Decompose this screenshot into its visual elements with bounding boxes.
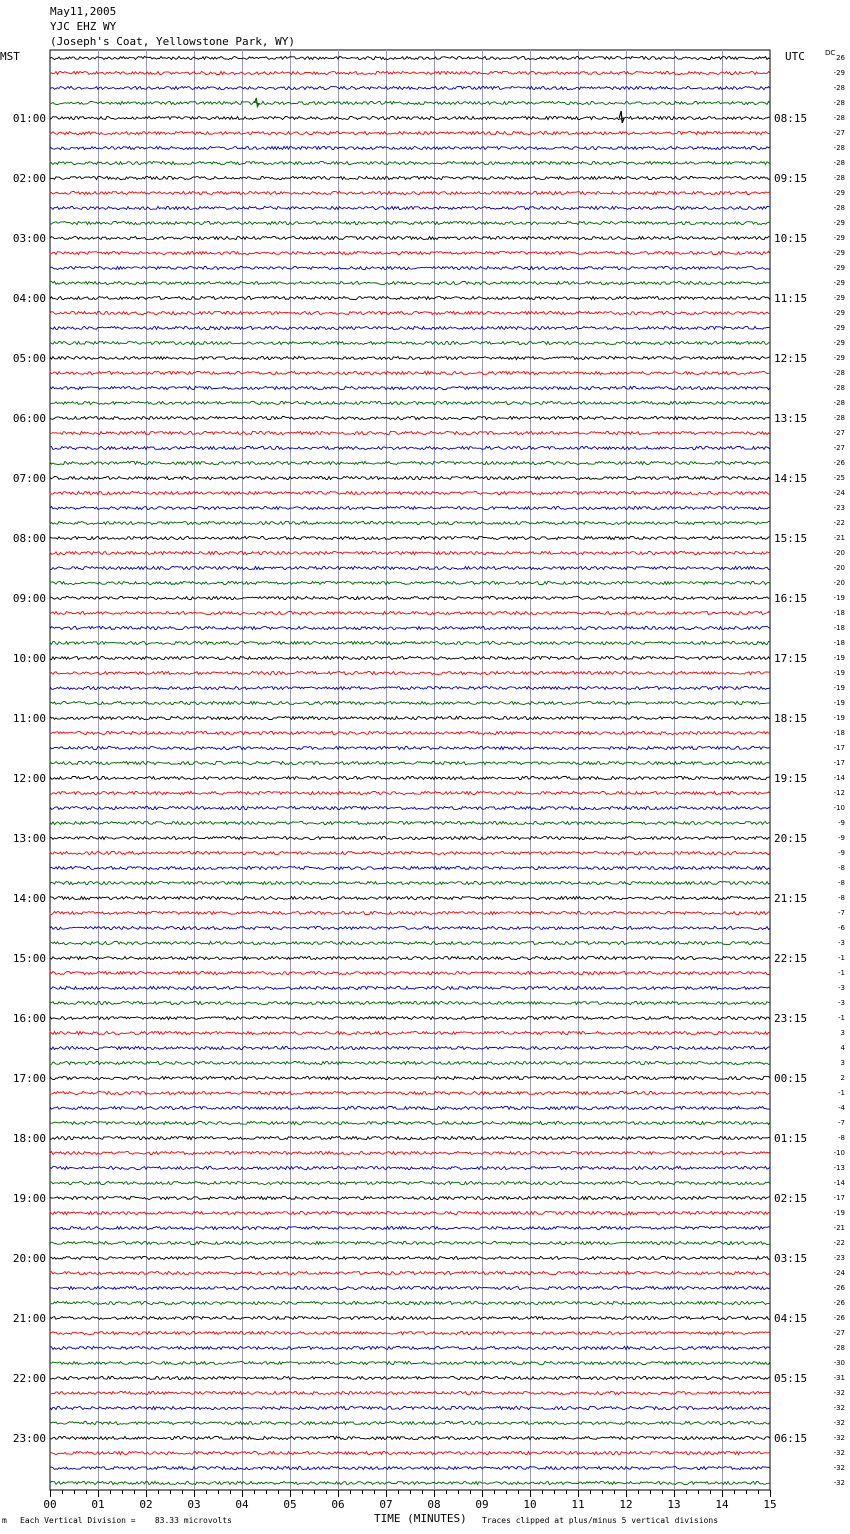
mst-hour-label: 22:00 <box>12 1372 46 1385</box>
x-tick-label: 08 <box>427 1498 441 1511</box>
seismic-trace <box>50 671 770 674</box>
utc-hour-label: 09:15 <box>774 172 808 185</box>
dc-offset-label: -29 <box>833 69 845 77</box>
seismic-trace <box>50 1466 770 1469</box>
dc-offset-label: 26 <box>836 54 845 62</box>
dc-offset-label: -18 <box>833 609 845 617</box>
dc-offset-label: -26 <box>833 1314 845 1322</box>
utc-hour-label: 22:15 <box>774 952 808 965</box>
seismic-trace <box>50 221 770 224</box>
dc-offset-label: 3 <box>840 1029 845 1037</box>
dc-offset-label: -8 <box>838 864 845 872</box>
mst-hour-label: 10:00 <box>12 652 46 665</box>
utc-hour-label: 17:15 <box>774 652 808 665</box>
seismic-trace <box>50 776 770 779</box>
dc-offset-label: -32 <box>833 1419 845 1427</box>
seismic-trace <box>50 521 770 524</box>
x-tick-label: 01 <box>91 1498 105 1511</box>
dc-offset-label: -25 <box>833 474 845 482</box>
seismic-trace <box>50 551 770 554</box>
seismic-trace <box>50 56 770 59</box>
dc-offset-label: -28 <box>833 369 845 377</box>
dc-offset-label: -20 <box>833 579 845 587</box>
mst-label: MST <box>0 50 20 63</box>
dc-offset-label: -30 <box>833 1359 845 1367</box>
dc-offset-label: -28 <box>833 84 845 92</box>
seismic-trace <box>50 356 770 359</box>
seismic-trace <box>50 1046 770 1049</box>
mst-hour-label: 14:00 <box>12 892 46 905</box>
dc-offset-label: -22 <box>833 519 845 527</box>
seismic-trace <box>50 611 770 614</box>
x-axis-title: TIME (MINUTES) <box>374 1512 467 1525</box>
seismic-trace <box>50 761 770 764</box>
seismic-trace <box>50 701 770 704</box>
utc-hour-label: 06:15 <box>774 1432 808 1445</box>
dc-offset-label: -28 <box>833 144 845 152</box>
utc-hour-label: 16:15 <box>774 592 808 605</box>
dc-offset-label: -19 <box>833 714 845 722</box>
utc-hour-label: 23:15 <box>774 1012 808 1025</box>
dc-offset-label: -8 <box>838 894 845 902</box>
dc-offset-label: -29 <box>833 339 845 347</box>
utc-hour-label: 01:15 <box>774 1132 808 1145</box>
seismic-trace <box>50 296 770 299</box>
dc-offset-label: -26 <box>833 1284 845 1292</box>
x-tick-label: 15 <box>763 1498 777 1511</box>
seismic-trace <box>50 1346 770 1349</box>
seismic-trace <box>50 131 770 134</box>
seismic-trace <box>50 86 770 89</box>
seismic-trace <box>50 446 770 449</box>
mst-hour-label: 20:00 <box>12 1252 46 1265</box>
dc-offset-label: -29 <box>833 279 845 287</box>
dc-offset-label: -21 <box>833 534 845 542</box>
dc-offset-label: -26 <box>833 459 845 467</box>
seismic-trace <box>50 851 770 854</box>
utc-hour-label: 14:15 <box>774 472 808 485</box>
seismic-trace <box>50 341 770 344</box>
seismic-trace <box>50 641 770 644</box>
seismic-trace <box>50 176 770 179</box>
dc-offset-label: -28 <box>833 114 845 122</box>
utc-hour-label: 10:15 <box>774 232 808 245</box>
dc-offset-label: 4 <box>840 1044 845 1052</box>
seismic-trace <box>50 926 770 929</box>
dc-offset-label: -9 <box>838 834 845 842</box>
seismic-trace <box>50 1331 770 1334</box>
dc-offset-label: -24 <box>833 489 845 497</box>
dc-offset-label: -27 <box>833 129 845 137</box>
x-tick-label: 02 <box>139 1498 153 1511</box>
seismic-trace <box>50 1316 770 1319</box>
dc-offset-label: -19 <box>833 594 845 602</box>
x-tick-label: 00 <box>43 1498 57 1511</box>
date-label: May11,2005 <box>50 5 117 18</box>
dc-offset-label: -29 <box>833 219 845 227</box>
dc-offset-label: -1 <box>838 1089 845 1097</box>
dc-offset-label: -1 <box>838 954 845 962</box>
dc-offset-label: -10 <box>833 1149 845 1157</box>
seismic-trace <box>50 1196 770 1199</box>
dc-offset-label: -28 <box>833 399 845 407</box>
mst-hour-label: 05:00 <box>12 352 46 365</box>
dc-offset-label: -32 <box>833 1464 845 1472</box>
seismic-trace <box>50 986 770 989</box>
seismic-trace <box>50 266 770 269</box>
dc-offset-label: -32 <box>833 1389 845 1397</box>
seismic-trace <box>50 896 770 899</box>
dc-offset-label: -26 <box>833 1299 845 1307</box>
dc-offset-label: -29 <box>833 234 845 242</box>
dc-offset-label: -14 <box>833 774 845 782</box>
mst-hour-label: 23:00 <box>12 1432 46 1445</box>
seismic-trace <box>50 581 770 584</box>
seismic-trace <box>50 1391 770 1394</box>
dc-offset-label: -12 <box>833 789 845 797</box>
seismic-trace <box>50 746 770 749</box>
seismic-trace <box>50 1106 770 1109</box>
dc-offset-label: -32 <box>833 1449 845 1457</box>
dc-offset-label: -1 <box>838 1014 845 1022</box>
seismic-trace <box>50 386 770 389</box>
utc-hour-label: 04:15 <box>774 1312 808 1325</box>
seismic-trace <box>50 1031 770 1034</box>
dc-offset-label: -9 <box>838 849 845 857</box>
seismic-trace <box>50 1226 770 1229</box>
dc-offset-label: -19 <box>833 654 845 662</box>
dc-offset-label: -28 <box>833 384 845 392</box>
seismic-trace <box>50 1301 770 1304</box>
seismic-trace <box>50 146 770 149</box>
location-label: (Joseph's Coat, Yellowstone Park, WY) <box>50 35 296 48</box>
seismic-trace <box>50 491 770 494</box>
x-tick-label: 07 <box>379 1498 393 1511</box>
dc-offset-label: -9 <box>838 819 845 827</box>
seismic-trace <box>50 536 770 539</box>
dc-offset-label: -28 <box>833 159 845 167</box>
seismic-trace <box>50 566 770 569</box>
seismic-trace <box>50 101 770 104</box>
seismic-trace <box>50 281 770 284</box>
dc-offset-label: -20 <box>833 549 845 557</box>
dc-offset-label: -22 <box>833 1239 845 1247</box>
dc-offset-label: -19 <box>833 684 845 692</box>
dc-offset-label: -28 <box>833 1344 845 1352</box>
mst-hour-label: 09:00 <box>12 592 46 605</box>
dc-offset-label: -29 <box>833 324 845 332</box>
dc-offset-label: -7 <box>838 1119 845 1127</box>
utc-hour-label: 21:15 <box>774 892 808 905</box>
utc-hour-label: 19:15 <box>774 772 808 785</box>
seismic-trace <box>50 1376 770 1379</box>
mst-hour-label: 18:00 <box>12 1132 46 1145</box>
dc-offset-label: -29 <box>833 264 845 272</box>
dc-offset-label: -32 <box>833 1479 845 1487</box>
dc-offset-label: -23 <box>833 504 845 512</box>
dc-offset-label: -19 <box>833 1209 845 1217</box>
dc-offset-label: -18 <box>833 729 845 737</box>
x-tick-label: 10 <box>523 1498 537 1511</box>
mst-hour-label: 13:00 <box>12 832 46 845</box>
seismic-trace <box>50 251 770 254</box>
x-tick-label: 12 <box>619 1498 633 1511</box>
utc-hour-label: 00:15 <box>774 1072 808 1085</box>
utc-hour-label: 05:15 <box>774 1372 808 1385</box>
dc-offset-label: -31 <box>833 1374 845 1382</box>
clip-note: Traces clipped at plus/minus 5 vertical divisions <box>482 1516 719 1525</box>
dc-offset-label: -28 <box>833 174 845 182</box>
dc-offset-label: -24 <box>833 1269 845 1277</box>
dc-offset-label: -10 <box>833 804 845 812</box>
seismic-trace <box>50 476 770 479</box>
x-tick-label: 06 <box>331 1498 345 1511</box>
dc-offset-label: -14 <box>833 1179 845 1187</box>
seismic-trace <box>50 431 770 434</box>
x-tick-label: 14 <box>715 1498 729 1511</box>
mst-hour-label: 02:00 <box>12 172 46 185</box>
utc-hour-label: 02:15 <box>774 1192 808 1205</box>
seismic-trace <box>50 596 770 599</box>
seismic-trace <box>50 401 770 404</box>
corner-mark: m <box>2 1516 7 1525</box>
mst-hour-label: 15:00 <box>12 952 46 965</box>
utc-hour-label: 11:15 <box>774 292 808 305</box>
dc-offset-label: -29 <box>833 189 845 197</box>
seismic-trace <box>50 1091 770 1094</box>
dc-offset-label: -28 <box>833 204 845 212</box>
utc-hour-label: 20:15 <box>774 832 808 845</box>
dc-offset-label: -18 <box>833 624 845 632</box>
mst-hour-label: 03:00 <box>12 232 46 245</box>
dc-offset-label: -23 <box>833 1254 845 1262</box>
x-tick-label: 09 <box>475 1498 489 1511</box>
seismic-trace <box>50 656 770 659</box>
dc-offset-label: -32 <box>833 1434 845 1442</box>
mst-hour-label: 06:00 <box>12 412 46 425</box>
utc-hour-label: 03:15 <box>774 1252 808 1265</box>
seismic-trace <box>50 116 770 119</box>
seismic-trace <box>50 1406 770 1409</box>
seismic-trace <box>50 1211 770 1214</box>
x-tick-label: 05 <box>283 1498 297 1511</box>
dc-offset-label: -3 <box>838 984 845 992</box>
dc-offset-label: -27 <box>833 1329 845 1337</box>
seismic-trace <box>50 821 770 824</box>
seismic-trace <box>50 1436 770 1439</box>
seismic-trace <box>50 716 770 719</box>
mst-hour-label: 07:00 <box>12 472 46 485</box>
seismic-trace <box>50 1271 770 1274</box>
utc-hour-label: 18:15 <box>774 712 808 725</box>
seismic-trace <box>50 191 770 194</box>
dc-offset-label: -8 <box>838 879 845 887</box>
seismic-trace <box>50 1061 770 1064</box>
x-tick-label: 13 <box>667 1498 681 1511</box>
mst-hour-label: 01:00 <box>12 112 46 125</box>
dc-offset-label: -19 <box>833 669 845 677</box>
dc-offset-label: -29 <box>833 309 845 317</box>
dc-offset-label: -32 <box>833 1404 845 1412</box>
seismic-trace <box>50 416 770 419</box>
seismic-event <box>619 111 624 123</box>
dc-offset-label: -21 <box>833 1224 845 1232</box>
seismic-trace <box>50 626 770 629</box>
x-tick-label: 11 <box>571 1498 585 1511</box>
dc-offset-label: -4 <box>838 1104 845 1112</box>
seismic-trace <box>50 1286 770 1289</box>
dc-offset-label: -28 <box>833 414 845 422</box>
seismic-trace <box>50 971 770 974</box>
dc-offset-label: -29 <box>833 354 845 362</box>
seismic-trace <box>50 791 770 794</box>
seismic-trace <box>50 1421 770 1424</box>
mst-hour-label: 16:00 <box>12 1012 46 1025</box>
mst-hour-label: 12:00 <box>12 772 46 785</box>
dc-offset-label: -20 <box>833 564 845 572</box>
seismic-trace <box>50 686 770 689</box>
seismic-trace <box>50 1076 770 1079</box>
seismic-event <box>254 98 259 107</box>
seismic-trace <box>50 1121 770 1124</box>
mst-hour-label: 19:00 <box>12 1192 46 1205</box>
dc-offset-label: -27 <box>833 429 845 437</box>
seismic-trace <box>50 161 770 164</box>
mst-hour-label: 17:00 <box>12 1072 46 1085</box>
mst-hour-label: 08:00 <box>12 532 46 545</box>
seismic-trace <box>50 911 770 914</box>
dc-offset-label: -6 <box>838 924 845 932</box>
seismic-trace <box>50 1151 770 1154</box>
scale-note: Each Vertical Division = 83.33 microvolts <box>20 1516 232 1525</box>
seismic-trace <box>50 1166 770 1169</box>
dc-offset-label: -7 <box>838 909 845 917</box>
seismic-trace <box>50 461 770 464</box>
dc-offset-label: -17 <box>833 759 845 767</box>
dc-offset-label: -19 <box>833 699 845 707</box>
seismic-trace <box>50 1361 770 1364</box>
seismic-trace <box>50 1016 770 1019</box>
dc-label: DC <box>825 49 836 57</box>
dc-offset-label: -18 <box>833 639 845 647</box>
utc-label: UTC <box>785 50 805 63</box>
seismic-trace <box>50 1241 770 1244</box>
seismic-trace <box>50 731 770 734</box>
dc-offset-label: -17 <box>833 744 845 752</box>
station-label: YJC EHZ WY <box>50 20 117 33</box>
dc-offset-label: -1 <box>838 969 845 977</box>
dc-offset-label: 2 <box>840 1074 845 1082</box>
dc-offset-label: -29 <box>833 294 845 302</box>
seismic-trace <box>50 311 770 314</box>
dc-offset-label: -13 <box>833 1164 845 1172</box>
seismic-trace <box>50 1481 770 1484</box>
mst-hour-label: 21:00 <box>12 1312 46 1325</box>
seismic-trace <box>50 1001 770 1004</box>
seismic-trace <box>50 236 770 239</box>
utc-hour-label: 08:15 <box>774 112 808 125</box>
seismic-trace <box>50 1181 770 1184</box>
dc-offset-label: 3 <box>840 1059 845 1067</box>
seismic-trace <box>50 1451 770 1454</box>
mst-hour-label: 04:00 <box>12 292 46 305</box>
dc-offset-label: -3 <box>838 939 845 947</box>
x-tick-label: 03 <box>187 1498 201 1511</box>
dc-offset-label: -28 <box>833 99 845 107</box>
utc-hour-label: 12:15 <box>774 352 808 365</box>
seismic-trace <box>50 206 770 209</box>
seismic-trace <box>50 506 770 509</box>
dc-offset-label: -8 <box>838 1134 845 1142</box>
seismic-trace <box>50 956 770 959</box>
utc-hour-label: 13:15 <box>774 412 808 425</box>
seismic-trace <box>50 71 770 74</box>
seismic-trace <box>50 866 770 869</box>
seismic-trace <box>50 1136 770 1139</box>
seismic-trace <box>50 941 770 944</box>
x-tick-label: 04 <box>235 1498 249 1511</box>
dc-offset-label: -29 <box>833 249 845 257</box>
seismic-trace <box>50 881 770 884</box>
mst-hour-label: 11:00 <box>12 712 46 725</box>
seismic-trace <box>50 1256 770 1259</box>
seismic-trace <box>50 806 770 809</box>
seismic-trace <box>50 326 770 329</box>
dc-offset-label: -27 <box>833 444 845 452</box>
dc-offset-label: -3 <box>838 999 845 1007</box>
dc-offset-label: -17 <box>833 1194 845 1202</box>
utc-hour-label: 15:15 <box>774 532 808 545</box>
seismic-trace <box>50 371 770 374</box>
seismic-trace <box>50 836 770 839</box>
